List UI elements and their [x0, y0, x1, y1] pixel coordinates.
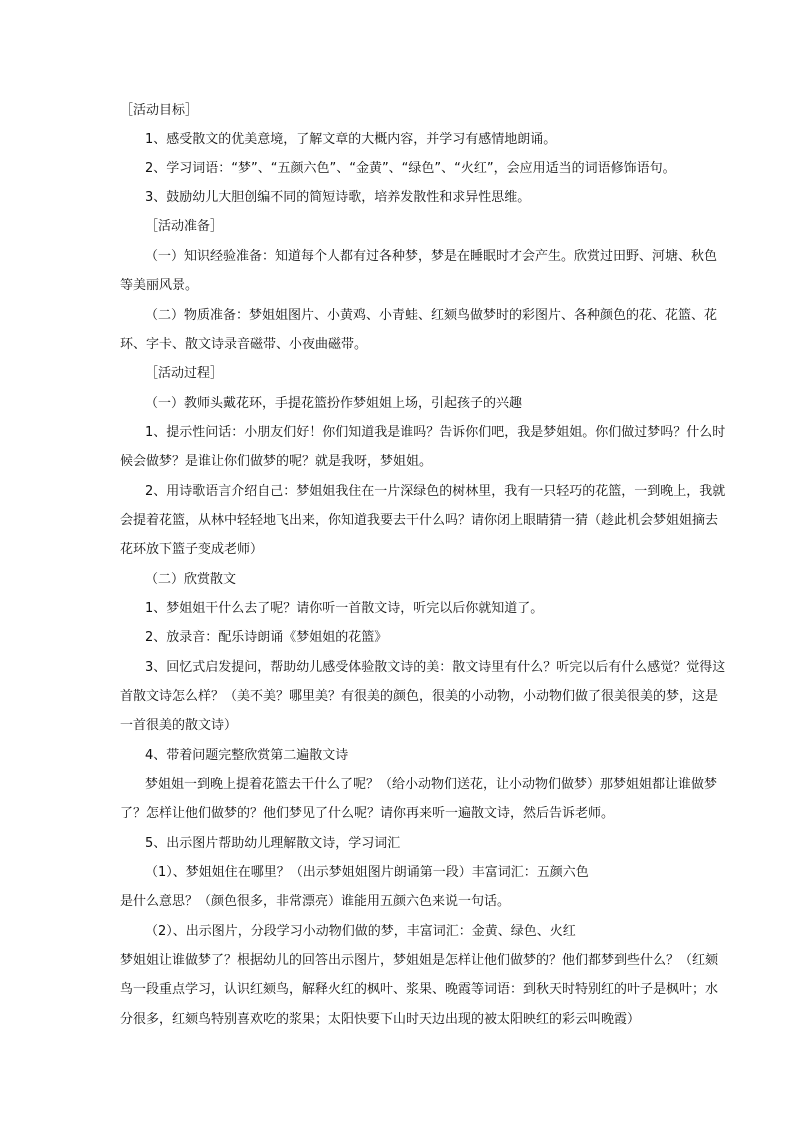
- appreciation-step-4: 4、带着问题完整欣赏第二遍散文诗: [145, 748, 349, 763]
- prep-knowledge-line-2: 等美丽风景。: [120, 278, 199, 293]
- process-step-1-line-1: 1、提示性问话：小朋友们好！你们知道我是谁吗？告诉你们吧，我是梦姐姐。你们做过梦吗？什么时: [145, 425, 726, 440]
- step-5-sub-1-line-1: （1）、梦姐姐住在哪里？（出示梦姐姐图片朗诵第一段）丰富词汇：五颜六色: [145, 865, 589, 880]
- process-step-2-line-2: 会提着花篮，从林中轻轻地飞出来，你知道我要去干什么吗？请你闭上眼睛猜一猜（趁此机会梦姐姐摘去: [120, 513, 719, 528]
- appreciation-step-4-detail-line-1: 梦姐姐一到晚上提着花篮去干什么了呢？（给小动物们送花，让小动物们做梦）那梦姐姐都让谁做梦: [145, 777, 718, 792]
- process-step-2-line-3: 花环放下篮子变成老师）: [120, 542, 264, 557]
- prep-materials-line-1: （二）物质准备：梦姐姐图片、小黄鸡、小青蛙、红颏鸟做梦时的彩图片、各种颜色的花、花篮、花: [145, 308, 718, 323]
- appreciation-step-4-detail-line-2: 了？怎样让他们做梦的？他们梦见了什么呢？请你再来听一遍散文诗，然后告诉老师。: [120, 806, 615, 821]
- heading-activity-goals: ［活动目标］: [120, 103, 199, 118]
- step-5-sub-2-line-2: 梦姐姐让谁做梦了？根据幼儿的回答出示图片，梦姐姐是怎样让他们做梦的？他们都梦到些什么？（红颏: [120, 953, 719, 968]
- appreciation-step-3-line-2: 首散文诗怎么样？（美不美？哪里美？有很美的颜色，很美的小动物，小动物们做了很美很美的梦，这是: [120, 689, 719, 704]
- appreciation-step-5: 5、出示图片帮助幼儿理解散文诗，学习词汇: [145, 836, 401, 851]
- prep-materials-line-2: 环、字卡、散文诗录音磁带、小夜曲磁带。: [120, 337, 368, 352]
- step-5-sub-2-line-1: （2）、出示图片，分段学习小动物们做的梦，丰富词汇：金黄、绿色、火红: [145, 924, 576, 939]
- appreciation-step-3-line-1: 3、回忆式启发提问，帮助幼儿感受体验散文诗的美：散文诗里有什么？听完以后有什么感觉？觉得这: [145, 660, 726, 675]
- appreciation-step-3-line-3: 一首很美的散文诗）: [120, 718, 238, 733]
- step-5-sub-2-line-4: 分很多，红颏鸟特别喜欢吃的浆果；太阳快要下山时天边出现的被太阳映红的彩云叫晚霞）: [120, 1012, 641, 1027]
- heading-activity-preparation: ［活动准备］: [145, 219, 224, 234]
- process-part-1-title: （一）教师头戴花环，手提花篮扮作梦姐姐上场，引起孩子的兴趣: [145, 396, 523, 411]
- process-part-2-title: （二）欣赏散文: [145, 572, 237, 587]
- prep-knowledge-line-1: （一）知识经验准备：知道每个人都有过各种梦，梦是在睡眠时才会产生。欣赏过田野、河塘、秋色: [145, 249, 718, 264]
- process-step-2-line-1: 2、用诗歌语言介绍自己：梦姐姐我住在一片深绿色的树林里，我有一只轻巧的花篮，一到晚上，我就: [145, 484, 726, 499]
- step-5-sub-1-line-2: 是什么意思？（颜色很多，非常漂亮）谁能用五颜六色来说一句话。: [120, 894, 511, 909]
- step-5-sub-2-line-3: 鸟一段重点学习，认识红颏鸟，解释火红的枫叶、浆果、晚霞等词语：到秋天时特别红的叶子是枫叶；水: [120, 982, 719, 997]
- appreciation-step-2: 2、放录音：配乐诗朗诵《梦姐姐的花篮》: [145, 630, 388, 645]
- appreciation-step-1: 1、梦姐姐干什么去了呢？请你听一首散文诗，听完以后你就知道了。: [145, 601, 544, 616]
- heading-activity-process: ［活动过程］: [145, 366, 224, 381]
- goal-item-2: 2、学习词语：“梦”、“五颜六色”、“金黄”、“绿色”、“火红”，会应用适当的词语修饰语句。: [145, 161, 676, 176]
- goal-item-3: 3、鼓励幼儿大胆创编不同的简短诗歌，培养发散性和求异性思维。: [145, 190, 531, 205]
- process-step-1-line-2: 候会做梦？是谁让你们做梦的呢？就是我呀，梦姐姐。: [120, 454, 433, 469]
- goal-item-1: 1、感受散文的优美意境，了解文章的大概内容，并学习有感情地朗诵。: [145, 132, 557, 147]
